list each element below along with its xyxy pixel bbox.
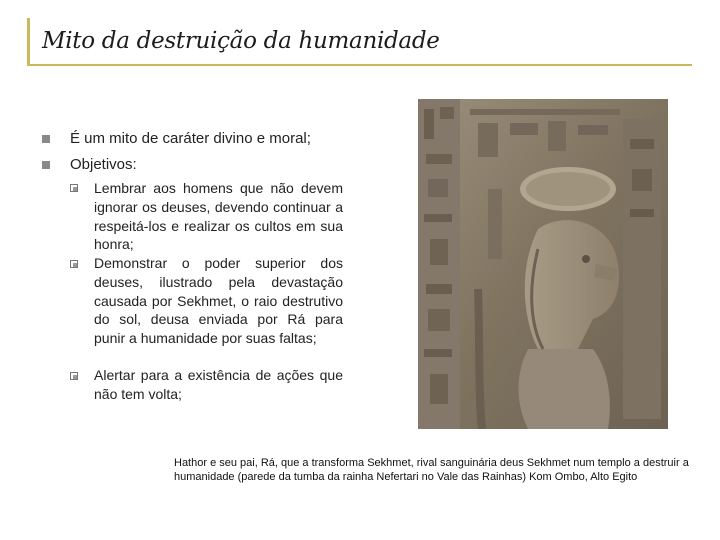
image-caption (174, 456, 689, 484)
bullet-square-icon (42, 135, 50, 143)
slide-title: Mito da destruição da humanidade (42, 28, 440, 54)
title-frame-vertical-line (27, 18, 30, 66)
sub-bullet-icon (70, 372, 78, 380)
bullet-square-icon (42, 161, 50, 169)
sekhmet-relief-drawing (418, 99, 668, 429)
sekhmet-relief-image (418, 99, 668, 429)
sub-bullet-1: Lembrar aos homens que não devem ignorar os deuses, devendo continuar a respeitá-los e realizar os cultos em sua honra; (94, 180, 343, 253)
title-frame-horizontal-line (27, 64, 692, 66)
sub-bullet-icon (70, 260, 78, 268)
caption-line-1: Hathor e seu pai, Rá, que a transforma Sekhmet, rival sanguinária deus Sekhmet num templo a destruir a (174, 457, 689, 469)
bullet-text: É um mito de caráter divino e moral; (70, 130, 311, 147)
bullet-text: Objetivos: (70, 156, 137, 173)
caption-line-2: humanidade (parede da tumba da rainha Nefertari no Vale das Rainhas) Kom Ombo, Alto Egito (174, 471, 638, 483)
sub-bullet-3: Alertar para a existência de ações que não tem volta; (94, 367, 343, 402)
sub-bullet-2: Demonstrar o poder superior dos deuses, ilustrado pela devastação causada por Sekhmet, o raio destrutivo do sol, deusa enviada por Rá para punir a humanidade por suas faltas; (94, 255, 343, 347)
sub-bullet-icon (70, 184, 78, 192)
